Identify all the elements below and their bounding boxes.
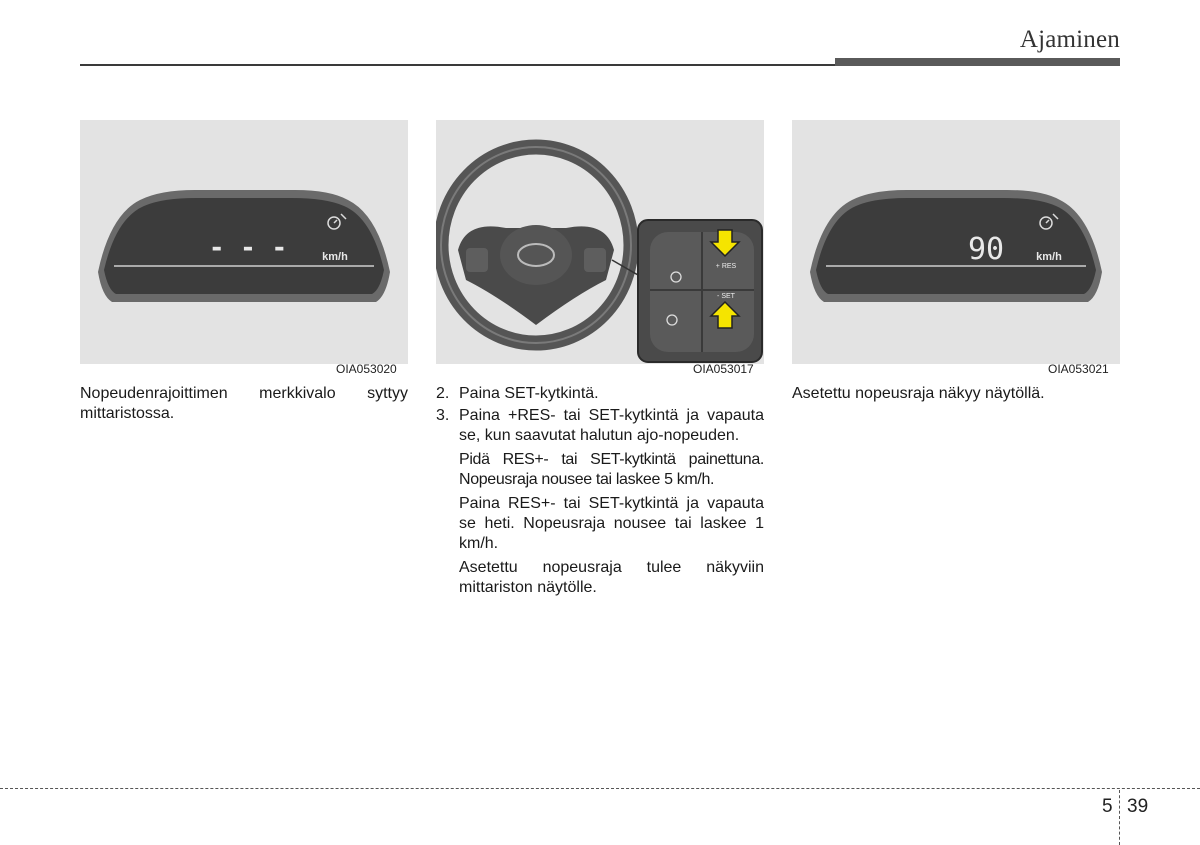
unit-label: km/h [1036, 251, 1062, 263]
note-paragraph: Asetettu nopeusraja tulee näkyviin mittariston näytölle. [459, 559, 764, 596]
figure-steering-wheel [436, 120, 764, 364]
page-number: 39 [1127, 796, 1149, 817]
header-band [835, 58, 1120, 66]
column-left-text: Nopeudenrajoittimen merkkivalo syttyy mittaristossa. [80, 385, 408, 422]
step-text: Paina +RES- tai SET-kytkintä ja vapauta se, kun saavutat halutun ajo-nopeuden. [459, 407, 764, 444]
figure-code: OIA053021 [1048, 362, 1109, 376]
column-right-text: Asetettu nopeusraja näkyy näytöllä. [792, 385, 1045, 402]
figure-cluster-set-speed [792, 120, 1120, 364]
step-number: 3. [436, 407, 450, 424]
list-item [436, 384, 764, 404]
column-middle [436, 384, 764, 598]
figure-cluster-dashes [80, 120, 408, 364]
note-paragraph: Pidä RES+- tai SET-kytkintä painettuna. Nopeusraja nousee tai laskee 5 km/h. [459, 451, 764, 488]
unit-label: km/h [322, 251, 348, 263]
section-title: Ajaminen [1019, 26, 1120, 53]
footer-rule [0, 788, 1200, 789]
step-text: Paina SET-kytkintä. [459, 385, 599, 402]
header-rule [80, 64, 835, 66]
steering-wheel-illustration [436, 120, 764, 364]
limit-display-value: 90 [967, 232, 1005, 267]
figure-code: OIA053017 [693, 362, 754, 376]
note-paragraph: Paina RES+- tai SET-kytkintä ja vapauta se heti. Nopeusraja nousee tai laskee 1 km/h. [459, 495, 764, 552]
set-switch-label: - SET [717, 293, 735, 300]
cluster-display-illustration [80, 120, 408, 364]
chapter-number: 5 [1102, 796, 1113, 817]
footer-divider [1119, 790, 1120, 845]
res-switch-label: + RES [715, 263, 737, 270]
list-item [436, 406, 764, 446]
cluster-display-illustration [792, 120, 1120, 364]
figure-code: OIA053020 [336, 362, 397, 376]
limit-display-dashes: - - - [208, 233, 288, 263]
step-number: 2. [436, 385, 450, 402]
